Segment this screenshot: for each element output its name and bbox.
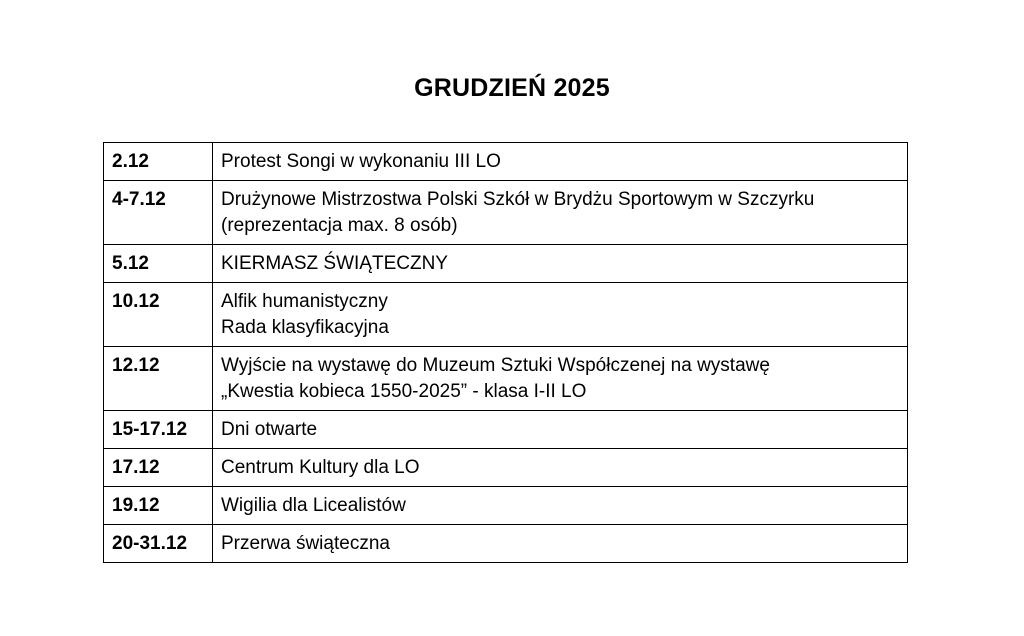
event-date: 12.12 (104, 347, 213, 411)
event-line: (reprezentacja max. 8 osób) (221, 215, 458, 236)
event-line: KIERMASZ ŚWIĄTECZNY (221, 253, 448, 274)
event-date: 4-7.12 (104, 181, 213, 245)
event-description (213, 487, 908, 525)
page-title: GRUDZIEŃ 2025 (414, 74, 610, 102)
event-line: Wyjście na wystawę do Muzeum Sztuki Współczenej na wystawę (221, 355, 770, 376)
schedule-table (103, 142, 908, 563)
event-line: Rada klasyfikacyjna (221, 317, 389, 338)
table-row (104, 449, 908, 487)
event-description (213, 525, 908, 563)
event-line: Wigilia dla Licealistów (221, 495, 406, 516)
event-description (213, 411, 908, 449)
table-row (104, 181, 908, 245)
table-row (104, 411, 908, 449)
event-line: Drużynowe Mistrzostwa Polski Szkół w Brydżu Sportowym w Szczyrku (221, 189, 815, 210)
event-description (213, 283, 908, 347)
event-description (213, 143, 908, 181)
table-row (104, 525, 908, 563)
event-date: 5.12 (104, 245, 213, 283)
event-description (213, 449, 908, 487)
event-date: 15-17.12 (104, 411, 213, 449)
event-line: Dni otwarte (221, 419, 318, 440)
event-line: Centrum Kultury dla LO (221, 457, 420, 478)
event-date: 10.12 (104, 283, 213, 347)
table-row (104, 347, 908, 411)
table-row (104, 245, 908, 283)
event-description (213, 245, 908, 283)
event-line: Protest Songi w wykonaniu III LO (221, 151, 501, 172)
table-row (104, 487, 908, 525)
event-date: 17.12 (104, 449, 213, 487)
event-description (213, 181, 908, 245)
event-line: „Kwestia kobieca 1550-2025” - klasa I-II LO (221, 381, 587, 402)
event-date: 2.12 (104, 143, 213, 181)
event-line: Alfik humanistyczny (221, 291, 388, 312)
event-date: 20-31.12 (104, 525, 213, 563)
event-line: Przerwa świąteczna (221, 533, 390, 554)
table-row (104, 283, 908, 347)
table-row (104, 143, 908, 181)
event-description (213, 347, 908, 411)
event-date: 19.12 (104, 487, 213, 525)
